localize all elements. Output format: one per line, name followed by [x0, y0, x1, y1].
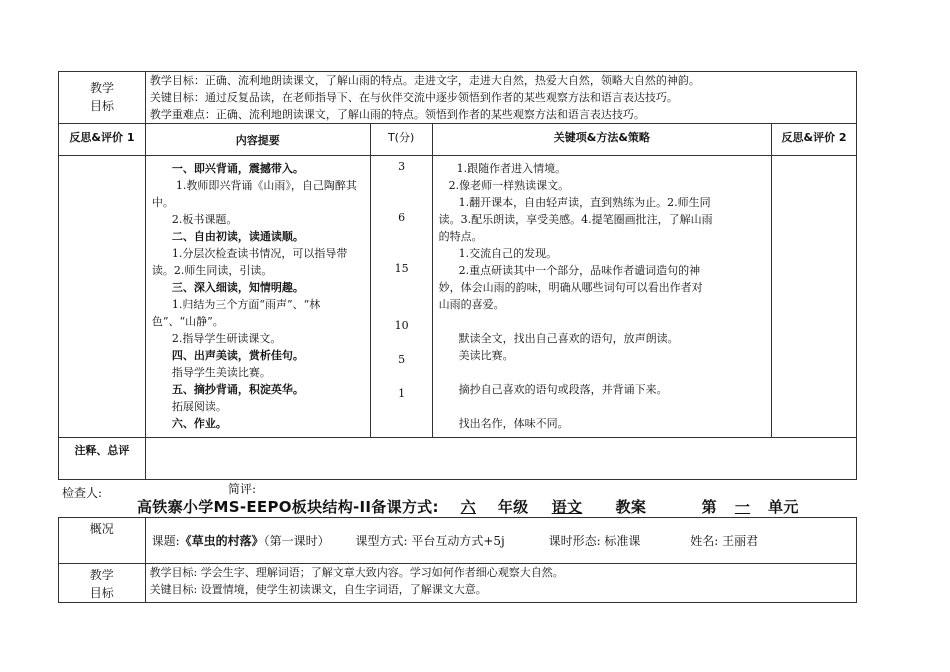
time-value: 1	[398, 387, 406, 400]
unit-value: 一	[734, 498, 751, 516]
notes-cell	[145, 438, 856, 480]
header-keys: 关键项&方法&策略	[432, 124, 772, 156]
key-line	[439, 398, 766, 415]
key-line: 美读比赛。	[458, 349, 514, 362]
notes-label: 注释、总评	[59, 438, 146, 480]
content-line: 2.指导学生研读课文。	[171, 332, 282, 345]
unit-label: 单元	[768, 498, 799, 516]
key-line: 1.翻开课本，自由轻声读，直到熟练为止。2.师生同	[458, 196, 711, 209]
content-line: 五、摘抄背诵，积淀英华。	[171, 383, 304, 396]
key-line: 找出名作，体味不同。	[458, 417, 569, 430]
lesson-form: 课时形态: 标准课	[548, 534, 641, 548]
lesson-table-2	[58, 517, 857, 603]
time-value: 6	[398, 211, 406, 224]
content-line: 六、作业。	[171, 417, 227, 430]
key-line: 默读全文，找出自己喜欢的语句，放声朗读。	[458, 332, 679, 345]
key-line: 的特点。	[438, 230, 483, 243]
grade-value: 六	[460, 498, 476, 516]
key-line: 妙，体会山雨的韵味，明确从哪些词句可以看出作者对	[438, 281, 703, 294]
content-line: 指导学生美读比赛。	[171, 366, 271, 379]
goal-line: 教学目标: 学会生字、理解词语；了解文章大致内容。学习如何作者细心观察大自然。	[149, 566, 564, 579]
key-line: 摘抄自己喜欢的语句或段落，并背诵下来。	[458, 383, 668, 396]
goal-line: 教学目标：正确、流利地朗读课文，了解山雨的特点。走进文字，走进大自然，热爱大自然，领略大自然的神韵。	[149, 74, 700, 87]
reflect-1-cell	[59, 156, 146, 438]
time-value: 10	[394, 319, 409, 332]
header-content: 内容提要	[145, 124, 370, 156]
content-line: 1.归结为三个方面“雨声”、“林	[171, 298, 321, 311]
content-line: 2.板书课题。	[171, 213, 238, 226]
lesson-type: 课型方式: 平台互动方式+5j	[355, 534, 505, 548]
goals-text-2	[145, 564, 856, 603]
content-line: 读。2.师生同读，引读。	[151, 264, 273, 277]
goals-label-2: 教学 目标	[59, 564, 146, 603]
time-value: 3	[398, 160, 406, 173]
school-title: 高铁寨小学MS-EEPO板块结构-II备课方式:	[137, 498, 439, 516]
keys-cell	[432, 156, 772, 438]
subject-value: 语文	[551, 498, 583, 516]
content-line: 拓展阅读。	[171, 400, 227, 413]
goal-line: 教学重难点：正确、流利地朗读课文，了解山雨的特点。领悟到作者的某些观察方法和语言表达技巧。	[149, 108, 645, 121]
header-reflect-1: 反思&评价 1	[59, 124, 146, 156]
goal-line: 关键目标: 设置情境，使学生初读课文，自生字词语，了解课文大意。	[149, 583, 487, 596]
header-reflect-2: 反思&评价 2	[772, 124, 857, 156]
teacher-name: 姓名: 王丽君	[690, 534, 759, 548]
key-line	[439, 313, 766, 330]
content-line: 一、即兴背诵，震撼带入。	[171, 162, 304, 175]
overview-cell	[145, 518, 856, 564]
content-line: 1.分层次检查读书情况，可以指导带	[171, 247, 348, 260]
key-line: 1.交流自己的发现。	[458, 247, 558, 260]
lesson-period: （第一课时）	[263, 534, 330, 548]
key-line: 2.像老师一样熟读课文。	[448, 179, 570, 192]
key-line	[439, 364, 766, 381]
overview-label: 概况	[59, 518, 146, 564]
header-time: T(分)	[370, 124, 432, 156]
goals-label: 教学 目标	[59, 72, 146, 124]
time-value: 5	[398, 353, 406, 366]
lesson-title-prefix: 课题:	[151, 534, 180, 548]
content-cell	[145, 156, 370, 438]
time-cell	[370, 156, 432, 438]
content-line: 色”、“山静”。	[151, 315, 224, 328]
checker-label: 检查人:	[62, 486, 103, 500]
grade-label: 年级	[497, 498, 529, 516]
reflect-2-cell	[772, 156, 857, 438]
goals-text	[145, 72, 856, 124]
content-line: 二、自由初读，读通读顺。	[171, 230, 304, 243]
lesson-table-1	[58, 71, 857, 480]
key-line: 2.重点研读其中一个部分，品味作者谴词造句的神	[458, 264, 701, 277]
content-line: 1.教师即兴背诵《山雨》，自己陶醉其	[175, 179, 357, 192]
content-line: 三、深入细读，知情明趣。	[171, 281, 304, 294]
key-line: 1.跟随作者进入情境。	[456, 162, 567, 175]
key-line: 读。3.配乐朗读，享受美感。4.提笔圈画批注，了解山雨	[438, 213, 713, 226]
time-value: 15	[394, 262, 409, 275]
plan-label: 教案	[615, 498, 647, 516]
review-label: 简评:	[228, 482, 257, 496]
lesson-title: 《草虫的村落》	[179, 534, 264, 548]
unit-prefix: 第	[701, 498, 717, 516]
content-line: 四、出声美读，赏析佳句。	[171, 349, 304, 362]
page-title	[137, 496, 799, 517]
key-line: 山雨的喜爱。	[438, 298, 505, 311]
content-line: 中。	[151, 196, 174, 209]
goal-line: 关键目标：通过反复品读，在老师指导下、在与伙伴交流中逐步领悟到作者的某些观察方法和语言表达技巧。	[149, 91, 678, 104]
